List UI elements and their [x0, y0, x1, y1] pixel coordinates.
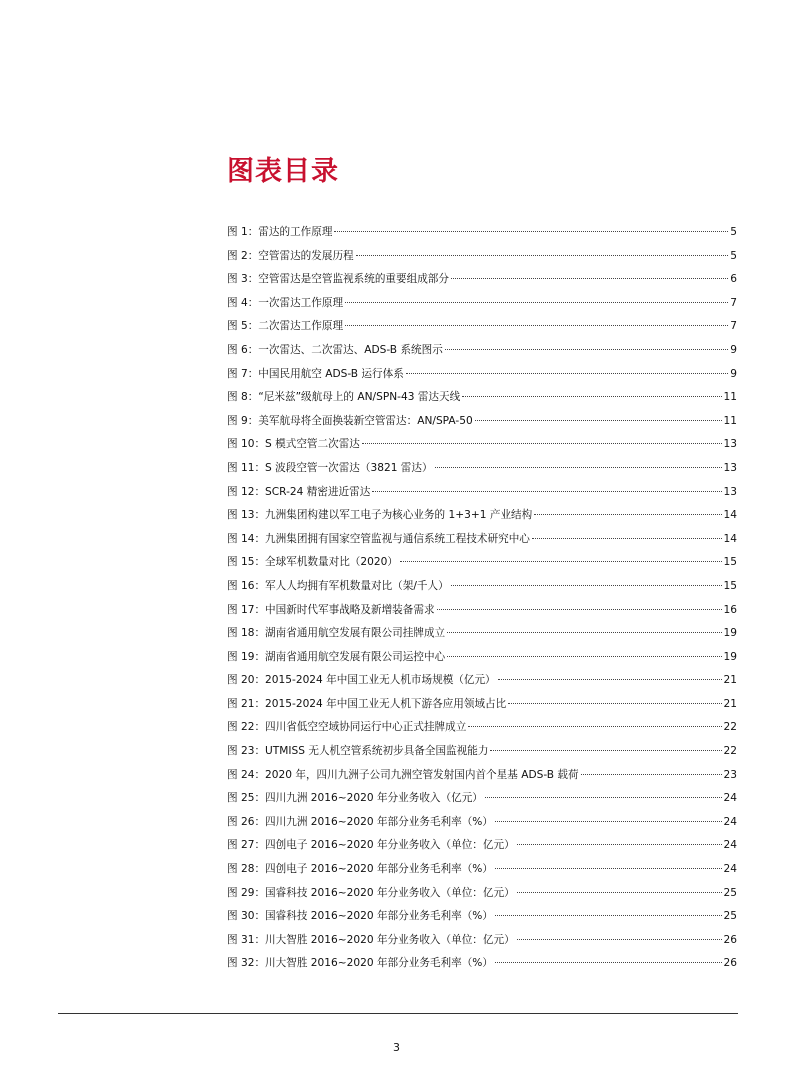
toc-entry-page: 21 — [723, 697, 737, 710]
toc-entry-title: 一次雷达工作原理 — [258, 296, 344, 309]
toc-entry-title: S 模式空管二次雷达 — [265, 438, 360, 451]
toc-entry-label: 图 18： — [227, 627, 266, 640]
toc-dot-leader — [485, 797, 722, 798]
toc-entry[interactable] — [227, 363, 737, 387]
toc-dot-leader — [362, 443, 722, 444]
toc-entry-title: 雷达的工作原理 — [258, 226, 333, 238]
toc-entry-page: 26 — [723, 957, 737, 970]
toc-entry-page: 11 — [723, 391, 737, 404]
toc-entry-page: 14 — [723, 532, 737, 545]
toc-entry-title: 空管雷达的发展历程 — [258, 249, 354, 262]
toc-entry-title: UTMISS 无人机空管系统初步具备全国监视能力 — [265, 745, 489, 758]
toc-dot-leader — [445, 349, 728, 350]
toc-entry[interactable] — [227, 386, 737, 410]
toc-entry-title: 湖南省通用航空发展有限公司运控中心 — [265, 650, 446, 663]
toc-entry-label: 图 15： — [227, 556, 266, 569]
toc-entry[interactable] — [227, 740, 737, 764]
page-title: 图表目录 — [227, 156, 339, 187]
toc-entry-label: 图 10： — [227, 438, 266, 451]
toc-dot-leader — [400, 561, 722, 562]
toc-entry[interactable] — [227, 315, 737, 339]
toc-entry-label: 图 20： — [227, 674, 266, 687]
toc-entry[interactable] — [227, 457, 737, 481]
footer-divider — [58, 1013, 738, 1014]
toc-entry-page: 6 — [730, 273, 737, 286]
toc-dot-leader — [447, 632, 721, 633]
toc-entry-label: 图 5： — [227, 320, 259, 333]
toc-entry-title: 一次雷达、二次雷达、ADS-B 系统图示 — [258, 343, 443, 356]
toc-entry-page: 14 — [723, 509, 737, 522]
toc-entry-title: 四川九洲 2016~2020 年部分业务毛利率（%） — [265, 815, 493, 828]
toc-entry-label: 图 9： — [227, 414, 259, 427]
toc-entry-page: 23 — [723, 768, 737, 781]
toc-entry[interactable] — [227, 858, 737, 882]
toc-entry[interactable] — [227, 221, 737, 245]
toc-entry-label: 图 29： — [227, 886, 266, 899]
toc-entry-page: 13 — [723, 438, 737, 451]
toc-entry-label: 图 25： — [227, 792, 266, 805]
toc-entry-page: 13 — [723, 461, 737, 474]
toc-entry-title: 川大智胜 2016~2020 年部分业务毛利率（%） — [265, 957, 493, 970]
toc-entry-label: 图 2： — [227, 249, 259, 262]
toc-entry[interactable] — [227, 481, 737, 505]
figure-table-of-contents — [227, 221, 737, 976]
toc-dot-leader — [345, 325, 728, 326]
toc-entry-page: 9 — [730, 343, 737, 356]
toc-dot-leader — [495, 915, 722, 916]
toc-entry-title: 九洲集团构建以军工电子为核心业务的 1+3+1 产业结构 — [265, 509, 533, 522]
toc-dot-leader — [475, 420, 722, 421]
toc-entry-page: 5 — [730, 249, 737, 262]
toc-entry-page: 19 — [723, 627, 737, 640]
toc-entry-label: 图 31： — [227, 933, 266, 946]
toc-entry-page: 24 — [723, 839, 737, 852]
toc-entry[interactable] — [227, 834, 737, 858]
toc-entry-page: 15 — [723, 556, 737, 569]
toc-entry-label: 图 26： — [227, 815, 266, 828]
toc-entry[interactable] — [227, 716, 737, 740]
toc-entry-title: 四川九洲 2016~2020 年分业务收入（亿元） — [265, 792, 483, 805]
toc-entry[interactable] — [227, 811, 737, 835]
toc-dot-leader — [372, 491, 721, 492]
toc-entry[interactable] — [227, 433, 737, 457]
toc-dot-leader — [345, 302, 728, 303]
toc-entry-page: 25 — [723, 886, 737, 899]
toc-entry[interactable] — [227, 905, 737, 929]
toc-dot-leader — [495, 962, 722, 963]
toc-entry[interactable] — [227, 646, 737, 670]
toc-entry-label: 图 8： — [227, 391, 259, 404]
toc-entry-label: 图 24： — [227, 768, 266, 781]
toc-dot-leader — [356, 255, 729, 256]
toc-entry[interactable] — [227, 410, 737, 434]
toc-dot-leader — [437, 609, 722, 610]
toc-dot-leader — [517, 844, 722, 845]
toc-entry[interactable] — [227, 551, 737, 575]
toc-entry[interactable] — [227, 952, 737, 976]
toc-entry-label: 图 1： — [227, 226, 259, 238]
toc-entry-title: 中国新时代军事战略及新增装备需求 — [265, 603, 435, 616]
toc-entry-label: 图 14： — [227, 532, 266, 545]
toc-entry-label: 图 7： — [227, 367, 259, 380]
toc-entry-label: 图 11： — [227, 461, 266, 474]
toc-entry-label: 图 21： — [227, 697, 266, 710]
toc-entry[interactable] — [227, 787, 737, 811]
toc-entry-page: 26 — [723, 933, 737, 946]
toc-entry[interactable] — [227, 339, 737, 363]
toc-entry[interactable] — [227, 669, 737, 693]
toc-entry-title: 空管雷达是空管监视系统的重要组成部分 — [258, 273, 449, 286]
toc-entry-page: 13 — [723, 485, 737, 498]
toc-entry[interactable] — [227, 599, 737, 623]
toc-entry-title: 2015-2024 年中国工业无人机市场规模（亿元） — [265, 674, 496, 687]
toc-dot-leader — [462, 396, 721, 397]
toc-entry-label: 图 6： — [227, 343, 259, 356]
toc-entry-page: 15 — [723, 579, 737, 592]
toc-entry-label: 图 12： — [227, 485, 266, 498]
toc-dot-leader — [334, 231, 728, 232]
toc-dot-leader — [451, 278, 728, 279]
toc-dot-leader — [490, 750, 721, 751]
toc-entry-page: 7 — [730, 320, 737, 333]
toc-entry[interactable] — [227, 764, 737, 788]
toc-entry-label: 图 28： — [227, 863, 266, 876]
toc-entry-label: 图 30： — [227, 910, 266, 923]
toc-entry-title: 四创电子 2016~2020 年部分业务毛利率（%） — [265, 863, 493, 876]
toc-dot-leader — [508, 703, 721, 704]
toc-entry[interactable] — [227, 504, 737, 528]
toc-entry-label: 图 3： — [227, 273, 259, 286]
toc-dot-leader — [534, 514, 721, 515]
toc-dot-leader — [406, 373, 728, 374]
toc-entry[interactable] — [227, 575, 737, 599]
toc-entry-page: 11 — [723, 414, 737, 427]
toc-dot-leader — [451, 585, 722, 586]
toc-entry-label: 图 19： — [227, 650, 266, 663]
toc-entry-title: 2020 年，四川九洲子公司九洲空管发射国内首个星基 ADS-B 载荷 — [265, 768, 579, 781]
toc-dot-leader — [532, 538, 722, 539]
toc-dot-leader — [498, 679, 722, 680]
toc-entry-title: 四川省低空空域协同运行中心正式挂牌成立 — [265, 721, 467, 734]
toc-entry-title: SCR-24 精密进近雷达 — [265, 485, 371, 498]
toc-dot-leader — [435, 467, 722, 468]
toc-entry-label: 图 23： — [227, 745, 266, 758]
toc-dot-leader — [447, 656, 721, 657]
toc-entry-label: 图 22： — [227, 721, 266, 734]
toc-entry-page: 22 — [723, 721, 737, 734]
toc-dot-leader — [495, 868, 722, 869]
toc-entry-label: 图 27： — [227, 839, 266, 852]
page-number: 3 — [393, 1041, 400, 1054]
toc-entry-page: 7 — [730, 296, 737, 309]
toc-entry-page: 22 — [723, 745, 737, 758]
toc-entry-title: 中国民用航空 ADS-B 运行体系 — [258, 367, 404, 380]
toc-dot-leader — [495, 821, 722, 822]
toc-entry-title: 四创电子 2016~2020 年分业务收入（单位：亿元） — [265, 839, 515, 852]
toc-entry-page: 24 — [723, 792, 737, 805]
toc-entry-title: 九洲集团拥有国家空管监视与通信系统工程技术研究中心 — [265, 532, 530, 545]
toc-entry-label: 图 16： — [227, 579, 266, 592]
toc-entry-title: 全球军机数量对比（2020） — [265, 556, 398, 569]
toc-entry-title: 2015-2024 年中国工业无人机下游各应用领域占比 — [265, 697, 507, 710]
toc-entry-page: 24 — [723, 815, 737, 828]
toc-entry-page: 25 — [723, 910, 737, 923]
toc-entry-title: 湖南省通用航空发展有限公司挂牌成立 — [265, 627, 446, 640]
toc-entry-title: S 波段空管一次雷达（3821 雷达） — [265, 461, 433, 474]
toc-entry-page: 16 — [723, 603, 737, 616]
toc-entry-label: 图 17： — [227, 603, 266, 616]
toc-dot-leader — [581, 774, 722, 775]
toc-dot-leader — [517, 892, 722, 893]
toc-entry-title: 美军航母将全面换装新空管雷达：AN/SPA-50 — [258, 414, 473, 427]
toc-entry-title: 国睿科技 2016~2020 年分业务收入（单位：亿元） — [265, 886, 515, 899]
toc-entry-title: 二次雷达工作原理 — [258, 320, 344, 333]
toc-entry[interactable] — [227, 622, 737, 646]
toc-entry-title: 国睿科技 2016~2020 年部分业务毛利率（%） — [265, 910, 493, 923]
toc-entry[interactable] — [227, 693, 737, 717]
toc-dot-leader — [517, 939, 722, 940]
toc-entry[interactable] — [227, 929, 737, 953]
toc-entry[interactable] — [227, 245, 737, 269]
toc-entry-label: 图 32： — [227, 957, 266, 970]
toc-entry[interactable] — [227, 882, 737, 906]
toc-entry-page: 9 — [730, 367, 737, 380]
toc-entry[interactable] — [227, 268, 737, 292]
toc-entry[interactable] — [227, 292, 737, 316]
toc-entry-page: 21 — [723, 674, 737, 687]
toc-entry-page: 5 — [730, 226, 737, 238]
toc-entry-title: 军人人均拥有军机数量对比（架/千人） — [265, 579, 449, 592]
toc-entry[interactable] — [227, 528, 737, 552]
toc-entry-title: 川大智胜 2016~2020 年分业务收入（单位：亿元） — [265, 933, 515, 946]
toc-entry-page: 24 — [723, 863, 737, 876]
toc-entry-title: “尼米兹”级航母上的 AN/SPN-43 雷达天线 — [258, 391, 461, 404]
toc-dot-leader — [468, 726, 721, 727]
toc-entry-page: 19 — [723, 650, 737, 663]
toc-entry-label: 图 13： — [227, 509, 266, 522]
toc-entry-label: 图 4： — [227, 296, 259, 309]
